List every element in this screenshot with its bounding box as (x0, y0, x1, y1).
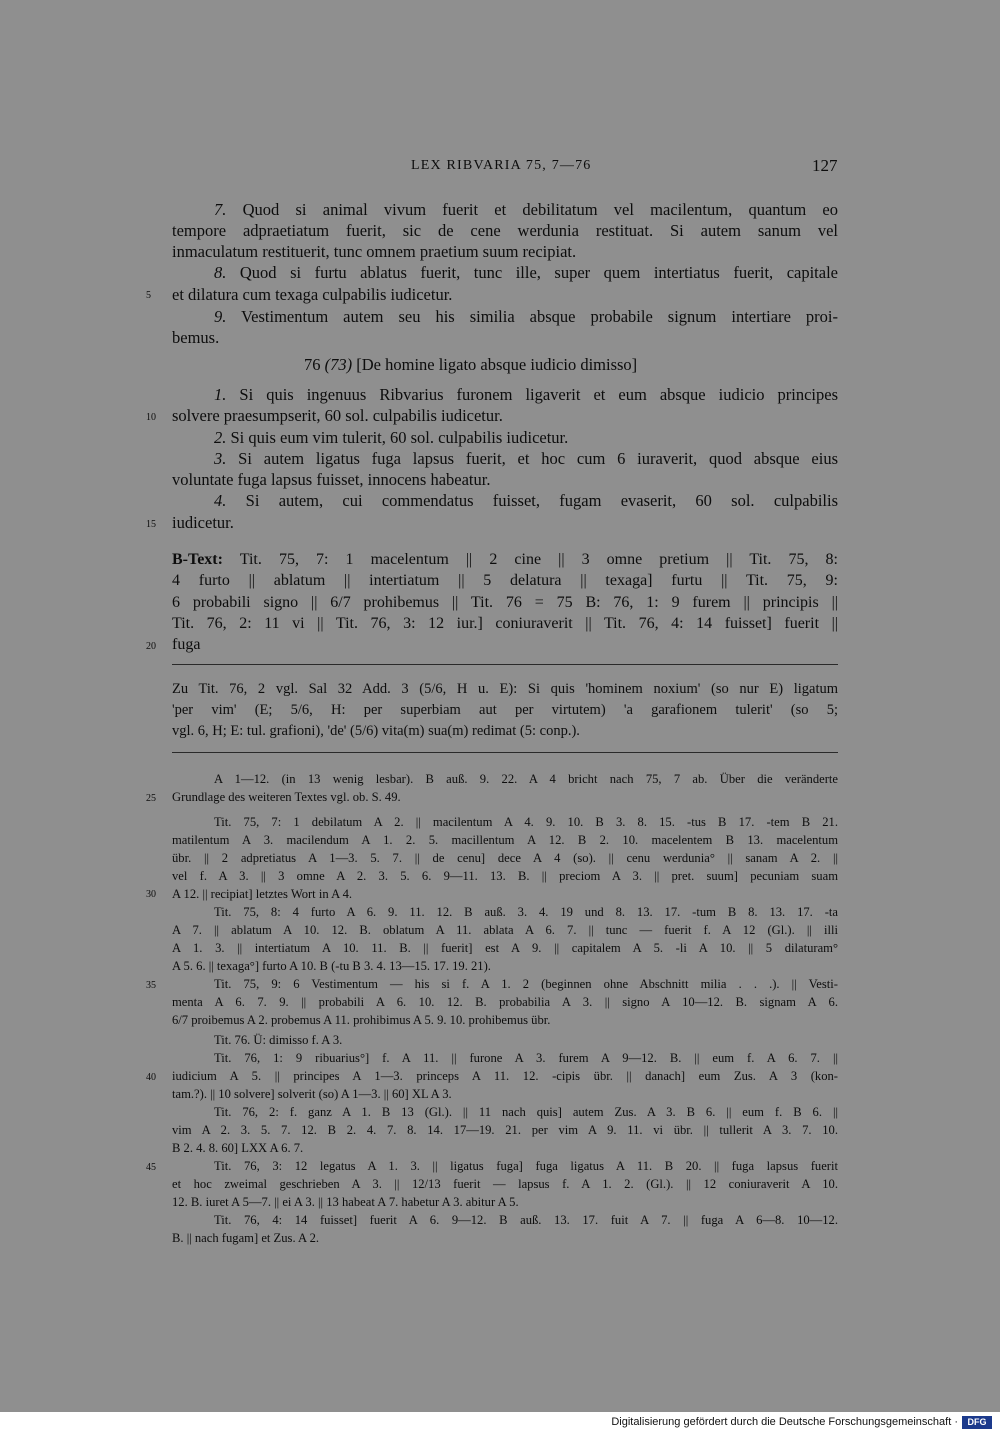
comparison-note-line: Zu Tit. 76, 2 vgl. Sal 32 Add. 3 (5/6, H u. E): Si quis 'hominem noxium' (so nur E) ligatum (172, 681, 838, 697)
text-line: solvere praesumpserit, 60 sol. culpabilis iudicetur. (172, 406, 503, 425)
divider (172, 664, 838, 665)
apparatus-line: B 2. 4. 8. 60] LXX A 6. 7. (172, 1141, 304, 1155)
text-line: 9. Vestimentum autem seu his similia absque probabile signum intertiare proi- (214, 307, 838, 326)
apparatus-line: et hoc zweimal geschrieben A 3. || 12/13 fuerit — lapsus f. A 1. 2. (Gl.). || 12 coniuraverit A 10. (172, 1177, 838, 1191)
text-line: tempore adpraetiatum fuerit, sic de cene werdunia restituat. Si autem sanum vel (172, 221, 838, 240)
page-number: 127 (812, 156, 838, 175)
apparatus-line: 12. B. iuret A 5—7. || ei A 3. || 13 habeat A 7. habetur A 3. abitur A 5. (172, 1195, 519, 1209)
apparatus-line: matilentum A 3. macilendum A 1. 2. 5. macillentum A 12. B 2. 10. macelentem B 13. macelentum (172, 833, 838, 847)
text-line: voluntate fuga lapsus fuisset, innocens habeatur. (172, 470, 491, 489)
text-line: bemus. (172, 328, 220, 347)
btext-line: fuga (172, 636, 201, 653)
btext-line: 6 probabili signo || 6/7 prohibemus || Tit. 76 = 75 B: 76, 1: 9 furem || principis || (172, 594, 838, 611)
funding-credit: Digitalisierung gefördert durch die Deutsche Forschungsgemeinschaft · (611, 1416, 958, 1428)
comparison-note-line: 'per vim' (E; 5/6, H: per superbiam aut per virtutem) 'a garafionem tulerit' (so 5; (172, 702, 838, 718)
text-line: 8. Quod si furtu ablatus fuerit, tunc ille, super quem intertiatus fuerit, capitale (214, 263, 838, 282)
dfg-logo: DFG (962, 1416, 992, 1429)
text-line: 2. Si quis eum vim tulerit, 60 sol. culpabilis iudicetur. (214, 428, 569, 447)
apparatus-line: Tit. 76, 4: 14 fuisset] fuerit A 6. 9—12. B auß. 13. 17. fuit A 7. || fuga A 6—8. 10—12. (214, 1213, 838, 1227)
apparatus-line: B. || nach fugam] et Zus. A 2. (172, 1231, 320, 1245)
text-line: et dilatura cum texaga culpabilis iudicetur. (172, 285, 453, 304)
apparatus-line: Tit. 76, 2: f. ganz A 1. B 13 (Gl.). || 11 nach quis] autem Zus. A 3. B 6. || eum f. B 6. || (214, 1105, 838, 1119)
apparatus-line: übr. || 2 adpretiatus A 1—3. 5. 7. || de cenu] dece A 4 (so). || cenu werdunia° || sanam A 2. || (172, 851, 838, 865)
section-heading: 76 (73) [De homine ligato absque iudicio dimisso] (304, 355, 638, 374)
text-line: 1. Si quis ingenuus Ribvarius furonem ligaverit et eum absque iudicio principes (214, 385, 838, 404)
apparatus-line: A 5. 6. || texaga°] furto A 10. B (-tu B 3. 4. 13—15. 17. 19. 21). (172, 959, 491, 973)
text-line: 3. Si autem ligatus fuga lapsus fuerit, et hoc cum 6 iuraverit, quod absque eius (214, 449, 838, 468)
apparatus-line: tam.?). || 10 solvere] solverit (so) A 1—3. || 60] XL A 3. (172, 1087, 452, 1101)
apparatus-line: A 1. 3. || intertiatum A 10. 11. B. || fuerit] est A 9. || capitalem A 5. -li A 10. || 5 dilaturam° (172, 941, 838, 955)
line-number: 45 (146, 1162, 156, 1173)
divider (172, 752, 838, 753)
text-line: inmaculatum restituerit, tunc omnem praetium suum recipiat. (172, 242, 577, 261)
apparatus-line: A 7. || ablatum A 10. 12. B. oblatum A 11. ablata A 6. 7. || tunc — fuerit f. A 12 (Gl.). || illi (172, 923, 838, 937)
text-line: 7. Quod si animal vivum fuerit et debilitatum vel macilentum, quantum eo (214, 200, 838, 219)
apparatus-line: Tit. 75, 8: 4 furto A 6. 9. 11. 12. B auß. 3. 4. 19 und 8. 13. 17. -tum B 8. 13. 17. -ta (214, 905, 838, 919)
btext-line: B-Text: Tit. 75, 7: 1 macelentum || 2 cine || 3 omne pretium || Tit. 75, 8: (172, 551, 839, 568)
funding-footer (0, 1412, 1000, 1434)
apparatus-line: 6/7 proibemus A 2. probemus A 11. prohibimus A 5. 9. 10. prohibemus übr. (172, 1013, 551, 1027)
comparison-note-line: vgl. 6, H; E: tul. grafioni), 'de' (5/6) vita(m) sua(m) redimat (5: conp.). (172, 723, 580, 739)
line-number: 10 (146, 412, 156, 423)
text-line: iudicetur. (172, 513, 234, 532)
running-header: LEX RIBVARIA 75, 7—76 (411, 158, 592, 173)
apparatus-line: iudicium A 5. || principes A 1—3. princeps A 11. 12. -cipis übr. || danach] eum Zus. A 3 (kon- (172, 1069, 838, 1083)
apparatus-line: Tit. 76, 3: 12 legatus A 1. 3. || ligatus fuga] fuga ligatus A 11. B 20. || fuga lapsus fuerit (214, 1159, 838, 1173)
line-number: 30 (146, 889, 156, 900)
apparatus-line: A 12. || recipiat] letztes Wort in A 4. (172, 887, 353, 901)
btext-line: Tit. 76, 2: 11 vi || Tit. 76, 3: 12 iur.] coniuraverit || Tit. 76, 4: 14 fuisset] fuerit || (172, 615, 838, 632)
apparatus-line: vel f. A 3. || 3 omne A 2. 3. 5. 6. 9—11. 13. B. || preciom A 3. || pret. suum] pecuniam suam (172, 869, 838, 883)
apparatus-line: Tit. 76. Ü: dimisso f. A 3. (214, 1033, 343, 1047)
text-line: 4. Si autem, cui commendatus fuisset, fugam evaserit, 60 sol. culpabilis (214, 491, 838, 510)
line-number: 5 (146, 290, 151, 301)
apparatus-line: vim A 2. 3. 5. 7. 12. B 2. 4. 7. 8. 14. 17—19. 21. per vim A 9. 11. vi übr. || tullerit A 3. 7. 10. (172, 1123, 838, 1137)
apparatus-line: Tit. 76, 1: 9 ribuarius°] f. A 11. || furone A 3. furem A 9—12. B. || eum f. A 6. 7. || (214, 1051, 838, 1065)
line-number: 40 (146, 1072, 156, 1083)
apparatus-line: Tit. 75, 9: 6 Vestimentum — his si f. A 1. 2 (beginnen ohne Abschnitt milia . . .). || Vesti- (214, 977, 838, 991)
apparatus-line: Tit. 75, 7: 1 debilatum A 2. || macilentum A 4. 9. 10. B 3. 8. 15. -tus B 17. -tem B 21. (214, 815, 838, 829)
apparatus-line: A 1—12. (in 13 wenig lesbar). B auß. 9. 22. A 4 bricht nach 75, 7 ab. Über die veränderte (214, 772, 838, 786)
apparatus-line: menta A 6. 7. 9. || probabili A 6. 10. 12. B. probabilia A 3. || signo A 10—12. B. signam A 6. (172, 995, 838, 1009)
line-number: 20 (146, 641, 156, 652)
line-number: 15 (146, 519, 156, 530)
line-number: 25 (146, 793, 156, 804)
btext-line: 4 furto || ablatum || intertiatum || 5 delatura || texaga] furtu || Tit. 75, 9: (172, 572, 838, 589)
apparatus-line: Grundlage des weiteren Textes vgl. ob. S. 49. (172, 790, 401, 804)
line-number: 35 (146, 980, 156, 991)
